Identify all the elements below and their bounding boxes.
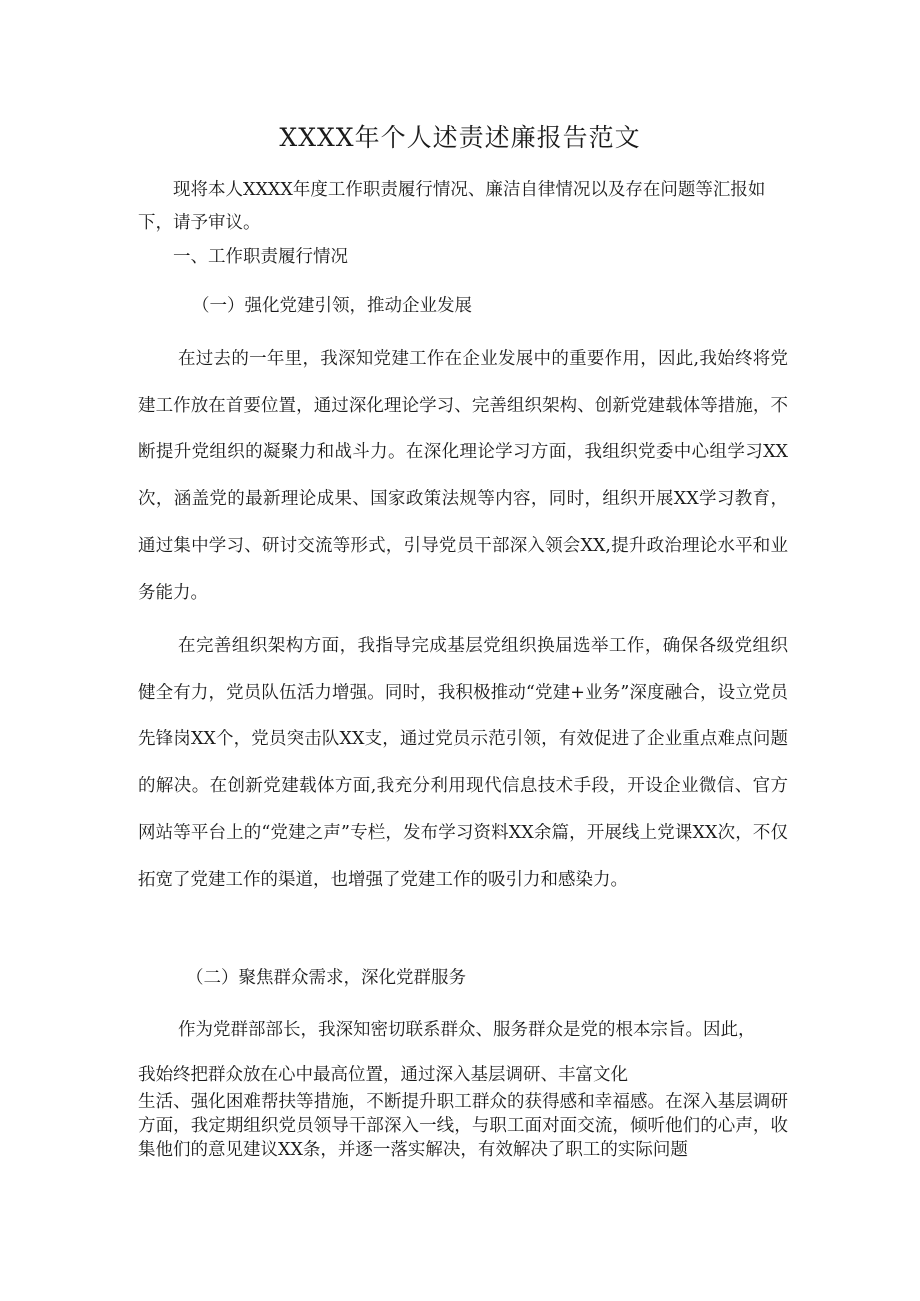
body-paragraph-4: 我始终把群众放在心中最高位置，通过深入基层调研、丰富文化 [138,1065,628,1085]
document-title: XXXX年个人述责述廉报告范文 [279,123,641,152]
body-paragraph-3: 作为党群部部长，我深知密切联系群众、服务群众是党的根本宗旨。因此， [178,1020,756,1040]
body-paragraph-1: 在过去的一年里，我深知党建工作在企业发展中的重要作用，因此,我始终将党建工作放在首要位置，通过深化理论学习、完善组织架构、创新党建载体等措施，不断提升党组织的凝聚力和战斗力。在深化理论学习方面，我组织党委中心组学习XX次，涵盖党的最新理论成果、国家政策法规等内容，同时，组织开展XX学习教育，通过集中学习、研讨交流等形式，引导党员干部深入领会XX,提升政治理论水平和业务能力。 [138,349,788,603]
body-paragraph-5: 生活、强化困难帮扶等措施，不断提升职工群众的获得感和幸福感。在深入基层调研方面，我定期组织党员领导干部深入一线，与职工面对面交流，倾听他们的心声，收集他们的意见建议XX条，并逐一落实解决，有效解决了职工的实际问题 [138,1092,788,1160]
subsection-heading-2: （二）聚焦群众需求，深化党群服务 [186,968,466,988]
subsection-heading-1: （一）强化党建引领，推动企业发展 [192,296,472,316]
body-paragraph-2: 在完善组织架构方面，我指导完成基层党组织换届选举工作，确保各级党组织健全有力，党员队伍活力增强。同时，我积极推动“党建+业务”深度融合，设立党员先锋岗XX个，党员突击队XX支，通过党员示范引领，有效促进了企业重点难点问题的解决。在创新党建载体方面,我充分利用现代信息技术手段，开设企业微信、官方网站等平台上的“党建之声”专栏，发布学习资料XX余篇，开展线上党课XX次，不仅拓宽了党建工作的渠道，也增强了党建工作的吸引力和感染力。 [138,636,788,890]
intro-paragraph: 现将本人XXXX年度工作职责履行情况、廉洁自律情况以及存在问题等汇报如下，请予审议。 [138,180,766,233]
section-heading-1: 一、工作职责履行情况 [173,247,348,267]
